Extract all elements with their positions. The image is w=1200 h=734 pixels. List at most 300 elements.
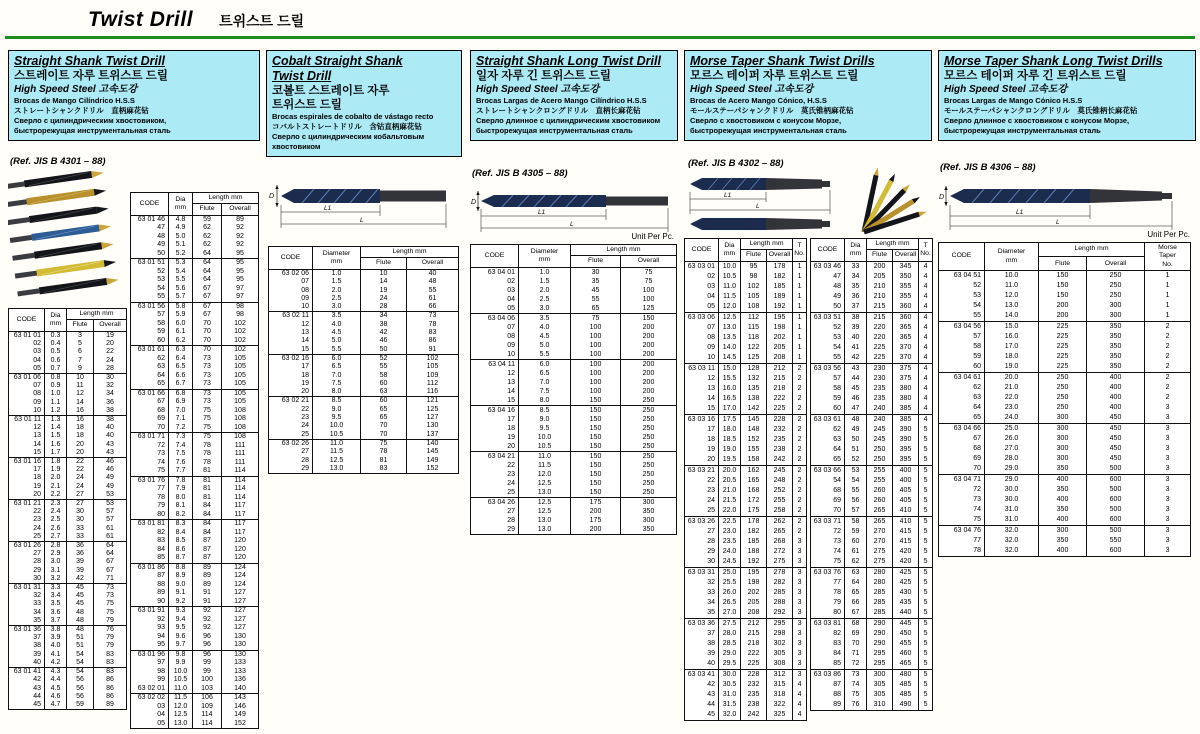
table-cell: 14.0 — [719, 343, 741, 353]
table-cell: 83 — [94, 659, 127, 668]
table-cell: 42 — [9, 676, 45, 684]
table-cell: 20.0 — [719, 465, 741, 476]
table-cell: 92 — [222, 233, 259, 242]
col-header-taper-no — [919, 239, 933, 262]
table-cell: 185 — [767, 282, 793, 292]
dimension-label-l1: L1 — [1016, 209, 1024, 216]
table-row — [685, 282, 807, 292]
table-cell: 20 — [67, 441, 94, 449]
table-cell: 305 — [767, 649, 793, 659]
table-cell: 5.6 — [169, 285, 193, 294]
table-cell: 150 — [571, 433, 621, 442]
table-cell: 350 — [1039, 536, 1087, 546]
table-cell: 12.5 — [519, 479, 571, 488]
table-row — [9, 340, 127, 348]
header-text: Dia — [724, 241, 735, 249]
table-cell: 5 — [919, 639, 933, 649]
table-row — [939, 434, 1191, 444]
table-cell: 55 — [939, 311, 985, 322]
table-cell: 365 — [893, 323, 919, 333]
table-row — [9, 407, 127, 416]
table-cell: 13 — [9, 432, 45, 440]
table-cell: 260 — [867, 496, 893, 506]
table-cell: 21.0 — [719, 486, 741, 496]
table-cell: 250 — [1039, 403, 1087, 413]
table-cell: 109 — [407, 372, 459, 380]
table-cell: 0.7 — [45, 365, 67, 374]
table-cell: 235 — [741, 690, 767, 700]
table-cell: 200 — [1039, 301, 1087, 311]
table-cell: 3.9 — [45, 634, 67, 642]
table-cell: 162 — [741, 465, 767, 476]
table-row — [9, 668, 127, 677]
table-cell: 64 — [193, 259, 222, 268]
section3-hss: High Speed Steel 고속도강 — [476, 84, 600, 96]
table-cell: 103 — [193, 685, 222, 694]
table-cell: 225 — [1039, 332, 1087, 342]
table-cell: 66 — [407, 303, 459, 312]
table-row — [9, 617, 127, 626]
table-cell: 44 — [9, 693, 45, 701]
table-cell: 04 — [471, 295, 519, 304]
table-cell: 98 — [131, 668, 169, 677]
table-row — [939, 515, 1191, 526]
table-cell: 133 — [222, 659, 259, 668]
table-cell: 350 — [1087, 362, 1145, 373]
table-cell: 5 — [919, 435, 933, 445]
table-cell: 1 — [1145, 311, 1191, 322]
table-cell: 54 — [845, 476, 867, 486]
table-cell: 22.0 — [719, 506, 741, 517]
table-row — [131, 572, 259, 581]
section3-title-ko: 일자 자루 긴 트위스트 드릴 — [476, 69, 611, 82]
table-cell: 29 — [9, 567, 45, 575]
table-cell: 79 — [94, 617, 127, 626]
table-cell: 11.0 — [985, 281, 1039, 291]
table-cell: 108 — [222, 415, 259, 424]
table-cell: 600 — [1087, 515, 1145, 526]
table-cell: 74 — [131, 459, 169, 468]
table-cell: 23.5 — [719, 537, 741, 547]
col-header-diameter — [313, 247, 361, 270]
table-cell: 38 — [845, 312, 867, 323]
table-cell: 0.4 — [45, 340, 67, 348]
table-row — [685, 404, 807, 415]
table-cell: 0.9 — [45, 382, 67, 390]
table-row — [685, 557, 807, 568]
table-cell: 146 — [222, 703, 259, 712]
table-cell: 25.5 — [719, 578, 741, 588]
table-cell: 2 — [793, 476, 807, 486]
table-cell: 290 — [867, 639, 893, 649]
table-cell: 91 — [407, 346, 459, 355]
table-cell: 54 — [67, 668, 94, 677]
table-cell: 2 — [793, 414, 807, 425]
table-cell: 26.0 — [719, 588, 741, 598]
table-cell: 350 — [1039, 464, 1087, 475]
table-cell: 225 — [1039, 362, 1087, 373]
table-cell: 85 — [811, 659, 845, 670]
table-cell: 89 — [193, 563, 222, 572]
table-cell: 3 — [793, 649, 807, 659]
table-cell: 6.0 — [313, 354, 361, 363]
table-cell: 4 — [919, 414, 933, 425]
table-row — [131, 676, 259, 685]
table-cell: 54 — [131, 285, 169, 294]
table-cell: 29 — [685, 547, 719, 557]
table-cell: 46 — [94, 458, 127, 467]
table-cell: 19 — [269, 380, 313, 388]
table-row — [685, 425, 807, 435]
table-cell: 99 — [193, 668, 222, 677]
table-row — [685, 649, 807, 659]
table-cell: 63 03 81 — [811, 618, 845, 629]
table-cell: 152 — [741, 435, 767, 445]
table-cell: 63 — [361, 388, 407, 397]
table-cell: 29.0 — [719, 649, 741, 659]
table-cell: 75 — [193, 424, 222, 433]
table-cell: 67 — [193, 285, 222, 294]
table-cell: 100 — [571, 350, 621, 360]
table-cell: 4.7 — [45, 701, 67, 710]
table-cell: 111 — [222, 450, 259, 459]
table-cell: 135 — [741, 384, 767, 394]
table-cell: 150 — [571, 470, 621, 479]
table-cell: 59 — [845, 527, 867, 537]
section3-ru2: быстрорежущая инструментальная сталь — [476, 125, 633, 135]
table-cell: 32.0 — [985, 536, 1039, 546]
table-cell: 3.5 — [519, 313, 571, 323]
table-row — [685, 486, 807, 496]
header-text: No. — [920, 249, 931, 257]
table-cell: 23.0 — [985, 403, 1039, 413]
table-cell: 245 — [767, 465, 793, 476]
table-cell: 63 02 02 — [131, 694, 169, 703]
table-cell: 140 — [222, 685, 259, 694]
table-cell: 1.9 — [45, 466, 67, 474]
table-cell: 6.3 — [169, 346, 193, 355]
table-cell: 300 — [1039, 444, 1087, 454]
table-cell: 235 — [867, 394, 893, 404]
table-row — [685, 343, 807, 353]
table-cell: 350 — [1087, 332, 1145, 342]
table-cell: 252 — [767, 486, 793, 496]
table-row — [811, 374, 933, 384]
table-row — [131, 372, 259, 381]
table-cell: 64 — [94, 542, 127, 551]
table-cell: 12.0 — [719, 302, 741, 313]
table-cell: 4 — [793, 680, 807, 690]
table-cell: 420 — [893, 557, 919, 568]
table-cell: 125 — [621, 304, 677, 314]
table-cell: 150 — [571, 451, 621, 461]
table-cell: 15.0 — [985, 322, 1039, 333]
table-row — [269, 346, 459, 355]
table-cell: 53 — [845, 465, 867, 476]
table-cell: 4 — [919, 374, 933, 384]
table-cell: 75 — [939, 515, 985, 526]
table-row — [9, 533, 127, 542]
table-cell: 250 — [621, 470, 677, 479]
table-cell: 6.1 — [169, 328, 193, 337]
table-cell: 31.5 — [719, 700, 741, 710]
table-cell: 53 — [939, 291, 985, 301]
table-cell: 63 03 76 — [811, 567, 845, 578]
table-cell: 39 — [67, 558, 94, 566]
table-row — [811, 527, 933, 537]
table-cell: 30 — [67, 508, 94, 516]
table-row — [685, 567, 807, 578]
table-cell: 4.3 — [45, 668, 67, 677]
table-cell: 218 — [741, 639, 767, 649]
table-row — [131, 293, 259, 302]
table-cell: 205 — [767, 343, 793, 353]
table-cell: 48 — [67, 609, 94, 617]
table-cell: 355 — [893, 292, 919, 302]
section4-header — [684, 50, 932, 141]
table-cell: 31.0 — [985, 515, 1039, 526]
table-cell: 5 — [919, 455, 933, 466]
table-cell: 36 — [67, 550, 94, 558]
table-cell: 07 — [9, 382, 45, 390]
table-cell: 5 — [919, 578, 933, 588]
table-cell: 91 — [193, 598, 222, 607]
table-cell: 1.0 — [45, 390, 67, 398]
table-cell: 63 03 31 — [685, 567, 719, 578]
col-header-flute: Flute — [867, 250, 893, 261]
table-cell: 600 — [1087, 546, 1145, 557]
table-cell: 300 — [1039, 424, 1087, 435]
table-cell: 14 — [685, 394, 719, 404]
section2-title-ko2: 트위스트 드릴 — [272, 98, 342, 111]
table-row — [9, 575, 127, 584]
section4-ja: モールステーパシャンクドリル 莫氏锥柄麻花钻 — [690, 106, 854, 116]
table-cell: 72 — [845, 659, 867, 670]
table-cell: 27.0 — [719, 608, 741, 619]
table-cell: 72 — [131, 442, 169, 451]
col-header-overall: Overall — [1087, 257, 1145, 271]
table-cell: 2 — [793, 404, 807, 415]
table-row — [131, 276, 259, 285]
table-cell: 125 — [741, 353, 767, 364]
table-cell: 3 — [793, 618, 807, 629]
table-cell: 63 02 26 — [269, 439, 313, 448]
header-text: No. — [794, 249, 805, 257]
table-cell: 435 — [893, 598, 919, 608]
table-cell: 370 — [893, 343, 919, 353]
col-header-length: Length mm — [193, 193, 259, 204]
table-cell: 50 — [811, 302, 845, 313]
table-cell: 59 — [67, 701, 94, 710]
table-cell: 6.0 — [169, 320, 193, 329]
table-cell: 43 — [685, 690, 719, 700]
table-cell: 75 — [193, 407, 222, 416]
table-cell: 485 — [893, 680, 919, 690]
table-cell: 5.0 — [313, 337, 361, 345]
table-cell: 202 — [767, 333, 793, 343]
table-cell: 95 — [222, 268, 259, 277]
table-cell: 3.1 — [45, 567, 67, 575]
table-cell: 102 — [222, 346, 259, 355]
table-cell: 117 — [222, 520, 259, 529]
table-row — [811, 649, 933, 659]
table-cell: 07 — [471, 323, 519, 332]
table-row — [471, 369, 677, 378]
table-row — [811, 547, 933, 557]
table-cell: 288 — [767, 598, 793, 608]
table-cell: 500 — [1087, 485, 1145, 495]
table-cell: 45 — [67, 584, 94, 593]
table-cell: 400 — [1087, 393, 1145, 403]
table-cell: 10.0 — [313, 422, 361, 430]
table-cell: 420 — [893, 547, 919, 557]
table-cell: 115 — [741, 323, 767, 333]
table-cell: 143 — [222, 694, 259, 703]
table-cell: 375 — [893, 363, 919, 374]
table-cell: 208 — [741, 608, 767, 619]
table-cell: 69 — [811, 496, 845, 506]
section1-es: Brocas de Mango Cilíndrico H.S.S — [14, 96, 135, 106]
table-cell: 116 — [407, 388, 459, 397]
table-cell: 150 — [571, 396, 621, 406]
table-cell: 7.8 — [169, 476, 193, 485]
table-cell: 46 — [361, 337, 407, 345]
table-cell: 10.0 — [719, 261, 741, 272]
table-cell: 63 04 61 — [939, 373, 985, 384]
table-cell: 51 — [67, 642, 94, 650]
table-row — [9, 592, 127, 600]
table-cell: 145 — [741, 414, 767, 425]
table-cell: 400 — [893, 476, 919, 486]
table-row — [685, 537, 807, 547]
table-row — [131, 424, 259, 433]
table-cell: 2.3 — [45, 500, 67, 509]
table-cell: 215 — [867, 312, 893, 323]
table-row — [471, 415, 677, 424]
table-cell: 2.1 — [45, 483, 67, 491]
table-cell: 69 — [939, 454, 985, 464]
table-cell: 10 — [685, 353, 719, 364]
table-row — [131, 494, 259, 503]
table-cell: 22.0 — [985, 393, 1039, 403]
table-row — [269, 363, 459, 371]
table-cell: 64 — [94, 550, 127, 558]
taper-drill-diagram — [938, 176, 1190, 232]
table-row — [811, 435, 933, 445]
col-header-code: CODE — [685, 239, 719, 262]
table-cell: 53 — [131, 276, 169, 285]
table-row — [9, 609, 127, 617]
table-row — [939, 485, 1191, 495]
table-cell: 63 04 06 — [471, 313, 519, 323]
table-cell: 44 — [845, 374, 867, 384]
table-cell: 8.5 — [519, 405, 571, 415]
table-cell: 4.2 — [45, 659, 67, 668]
table-cell: 295 — [867, 649, 893, 659]
header-text: Dia — [850, 241, 861, 249]
table-cell: 86 — [407, 337, 459, 345]
table-cell: 310 — [867, 700, 893, 711]
table-row — [269, 422, 459, 430]
table-cell: 280 — [867, 578, 893, 588]
table-row — [939, 352, 1191, 362]
table-cell: 4.5 — [519, 332, 571, 341]
table-cell: 220 — [867, 323, 893, 333]
table-cell: 250 — [621, 415, 677, 424]
table-row — [269, 457, 459, 465]
table-row — [811, 272, 933, 282]
table-cell: 105 — [222, 380, 259, 389]
table-cell: 4 — [919, 343, 933, 353]
table-cell: 63 01 46 — [131, 215, 169, 224]
table-row — [811, 537, 933, 547]
table-cell: 200 — [621, 350, 677, 360]
table-cell: 7.5 — [169, 450, 193, 459]
table-cell: 29 — [269, 465, 313, 474]
table-cell: 3 — [793, 669, 807, 680]
table-cell: 2 — [1145, 393, 1191, 403]
table-row — [685, 639, 807, 649]
table-cell: 02 — [685, 272, 719, 282]
table-cell: 45 — [685, 710, 719, 721]
table-row — [131, 380, 259, 389]
table-cell: 30 — [94, 373, 127, 382]
col-header-code: CODE — [9, 309, 45, 332]
table-cell: 3 — [1145, 464, 1191, 475]
table-cell: 07 — [685, 323, 719, 333]
table-cell: 240 — [867, 414, 893, 425]
table-cell: 26.5 — [719, 598, 741, 608]
table-cell: 138 — [741, 394, 767, 404]
table-cell: 64 — [845, 578, 867, 588]
table-cell: 3 — [1145, 515, 1191, 526]
table-cell: 5 — [919, 486, 933, 496]
table-cell: 4 — [919, 363, 933, 374]
table-cell: 25 — [471, 488, 519, 498]
table-cell: 4 — [919, 353, 933, 364]
table-row — [9, 525, 127, 533]
table-cell: 250 — [621, 461, 677, 470]
table-cell: 77 — [811, 578, 845, 588]
table-row — [471, 295, 677, 304]
table-cell: 2 — [793, 374, 807, 384]
table-cell: 300 — [1039, 413, 1087, 424]
table-row — [269, 312, 459, 321]
dimension-label-l1: L1 — [324, 205, 332, 212]
table-cell: 350 — [1039, 505, 1087, 515]
table-cell: 62 — [193, 241, 222, 250]
table-cell: 75 — [94, 600, 127, 608]
table-cell: 42 — [845, 353, 867, 364]
table-cell: 102 — [222, 320, 259, 329]
table-cell: 99 — [131, 676, 169, 685]
table-cell: 265 — [767, 527, 793, 537]
table-cell: 121 — [407, 397, 459, 406]
col-header-overall: Overall — [767, 250, 793, 261]
table-cell: 58 — [845, 516, 867, 527]
table-cell: 63 02 16 — [269, 354, 313, 363]
table-cell: 150 — [571, 461, 621, 470]
table-row — [471, 424, 677, 433]
table-cell: 127 — [222, 607, 259, 616]
table-cell: 4.1 — [45, 651, 67, 659]
table-row — [685, 547, 807, 557]
table-cell: 37 — [685, 629, 719, 639]
table-cell: 84 — [193, 520, 222, 529]
table-cell: 40 — [845, 333, 867, 343]
table-cell: 79 — [94, 642, 127, 650]
table-row — [685, 302, 807, 313]
